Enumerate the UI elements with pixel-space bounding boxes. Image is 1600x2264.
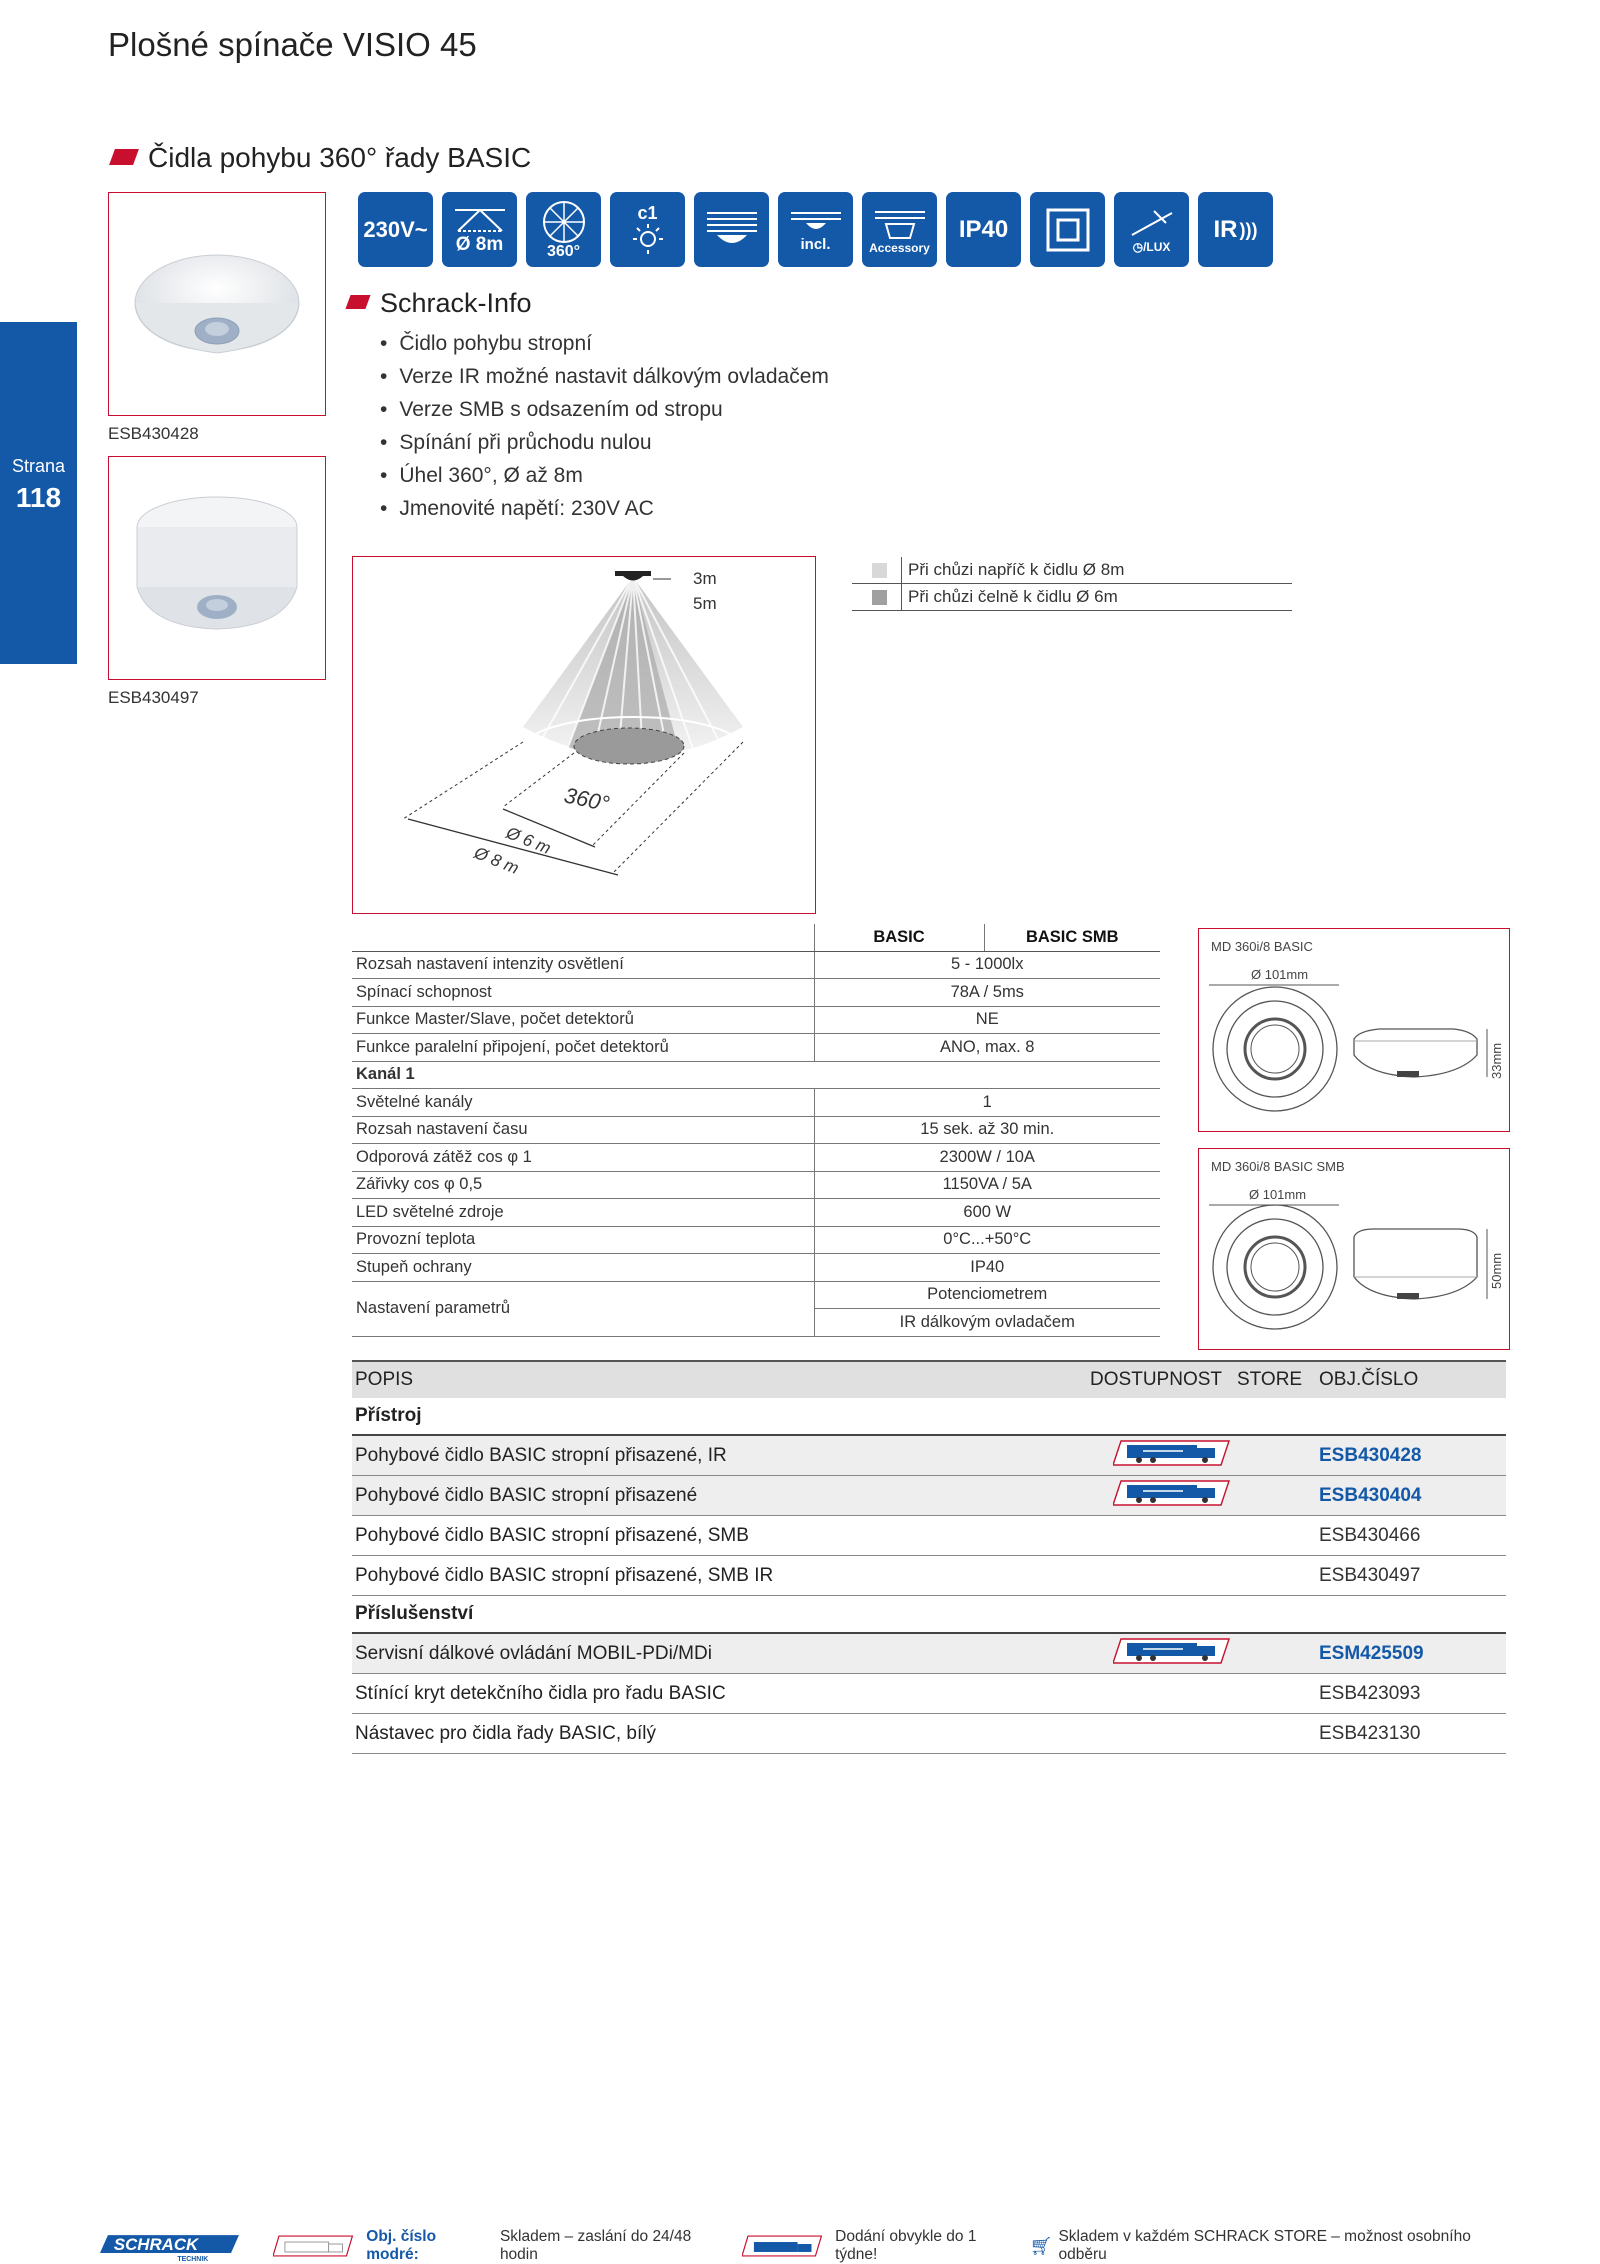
spec-label: Funkce Master/Slave, počet detektorů xyxy=(352,1006,814,1034)
info-item: • Spínání při průchodu nulou xyxy=(398,426,829,459)
spec-label: Spínací schopnost xyxy=(352,979,814,1007)
spec-value: 2300W / 10A xyxy=(814,1144,1160,1172)
order-row[interactable] xyxy=(352,1714,1506,1754)
order-description: Pohybové čidlo BASIC stropní přisazené, IR xyxy=(352,1435,1082,1476)
motion-sensor-image xyxy=(109,193,325,415)
info-item: • Jmenovité napětí: 230V AC xyxy=(398,492,829,525)
order-availability xyxy=(1082,1516,1234,1556)
feature-icons-row xyxy=(358,192,1273,267)
order-store xyxy=(1234,1476,1316,1516)
dimension-height: 50mm xyxy=(1489,1252,1504,1289)
product-code-2: ESB430497 xyxy=(108,688,199,707)
order-code[interactable]: ESB423130 xyxy=(1316,1714,1506,1754)
spec-row xyxy=(352,1116,1160,1144)
dimension-title: MD 360i/8 BASIC xyxy=(1211,939,1313,954)
order-description: Pohybové čidlo BASIC stropní přisazené, SMB xyxy=(352,1516,1082,1556)
spec-row xyxy=(352,1281,1160,1309)
info-item: • Verze SMB s odsazením od stropu xyxy=(398,393,829,426)
order-availability xyxy=(1082,1476,1234,1516)
spec-row xyxy=(352,1254,1160,1282)
order-code[interactable]: ESB430466 xyxy=(1316,1516,1506,1556)
order-store xyxy=(1234,1435,1316,1476)
time-lux-icon: ◷/LUX xyxy=(1114,192,1189,267)
dimension-title: MD 360i/8 BASIC SMB xyxy=(1211,1159,1345,1174)
order-row[interactable] xyxy=(352,1674,1506,1714)
accessory-icon: Accessory xyxy=(862,192,937,267)
spec-label: Světelné kanály xyxy=(352,1089,814,1117)
angle-label: 360° xyxy=(561,782,612,817)
footer-item-2: Dodání obvykle do 1 týdne! xyxy=(835,2228,977,2263)
spec-value: IP40 xyxy=(814,1254,1160,1282)
info-item: • Verze IR možné nastavit dálkovým ovladačem xyxy=(398,360,829,393)
footer-item-1: Skladem – zaslání do 24/48 hodin xyxy=(499,2228,692,2263)
order-row[interactable] xyxy=(352,1516,1506,1556)
spec-row xyxy=(352,1089,1160,1117)
schrack-logo-icon xyxy=(100,2231,249,2261)
detection-cone-svg xyxy=(353,557,815,913)
order-store xyxy=(1234,1516,1316,1556)
spec-value: 1150VA / 5A xyxy=(814,1171,1160,1199)
footer-label: Obj. číslo modré: xyxy=(366,2228,437,2263)
spec-header-row xyxy=(352,924,1160,951)
info-item: • Čidlo pohybu stropní xyxy=(398,327,829,360)
order-row[interactable] xyxy=(352,1633,1506,1674)
order-description: Pohybové čidlo BASIC stropní přisazené, SMB IR xyxy=(352,1556,1082,1596)
spec-value xyxy=(814,1061,1160,1089)
spec-label: Kanál 1 xyxy=(352,1061,814,1089)
spec-header-basic: BASIC xyxy=(814,924,984,951)
spec-table xyxy=(352,924,1160,1337)
order-description: Nástavec pro čidla řady BASIC, bílý xyxy=(352,1714,1082,1754)
dimension-drawing-svg xyxy=(1199,1149,1509,1349)
spec-label: Funkce paralelní připojení, počet detektorů xyxy=(352,1034,814,1062)
page-title: Plošné spínače VISIO 45 xyxy=(108,26,477,63)
header-store: STORE xyxy=(1234,1361,1316,1398)
spec-label: Provozní teplota xyxy=(352,1226,814,1254)
spec-label: Rozsah nastavení intenzity osvětlení xyxy=(352,951,814,979)
order-store xyxy=(1234,1556,1316,1596)
truck-delivery-icon xyxy=(1113,1440,1231,1466)
dimension-drawing-svg xyxy=(1199,929,1509,1131)
spec-value: ANO, max. 8 xyxy=(814,1034,1160,1062)
spec-group-row xyxy=(352,1061,1160,1089)
motion-sensor-smb-image xyxy=(109,457,325,679)
diagram-legend xyxy=(852,557,1292,611)
spec-label: Stupeň ochrany xyxy=(352,1254,814,1282)
spec-row xyxy=(352,1144,1160,1172)
dimension-drawing-basic-smb xyxy=(1198,1148,1510,1350)
range-icon: Ø 8m xyxy=(442,192,517,267)
side-tab-page-number: 118 xyxy=(15,482,62,513)
red-marker-icon xyxy=(345,295,370,309)
spec-label: LED světelné zdroje xyxy=(352,1199,814,1227)
spec-row xyxy=(352,1171,1160,1199)
order-availability xyxy=(1082,1435,1234,1476)
voltage-icon: 230V~ xyxy=(358,192,433,267)
legend-swatch xyxy=(872,563,887,578)
inner-diameter-label: Ø 6 m xyxy=(503,823,554,859)
section-title-text: Čidla pohybu 360° řady BASIC xyxy=(148,142,532,173)
info-item: • Úhel 360°, Ø až 8m xyxy=(398,459,829,492)
order-code[interactable]: ESB423093 xyxy=(1316,1674,1506,1714)
header-popis: POPIS xyxy=(352,1361,1082,1398)
product-code-1: ESB430428 xyxy=(108,424,199,443)
order-availability xyxy=(1082,1633,1234,1674)
svg-text:SCHRACK: SCHRACK xyxy=(113,2234,199,2254)
product-image-2 xyxy=(108,456,326,680)
section-title xyxy=(112,142,531,174)
order-description: Pohybové čidlo BASIC stropní přisazené xyxy=(352,1476,1082,1516)
order-group-title: Příslušenství xyxy=(352,1596,1506,1634)
order-availability xyxy=(1082,1556,1234,1596)
dimension-drawing-basic xyxy=(1198,928,1510,1132)
spec-value: 15 sek. až 30 min. xyxy=(814,1116,1160,1144)
order-availability xyxy=(1082,1674,1234,1714)
schrack-info-list xyxy=(398,327,829,525)
dimension-height: 33mm xyxy=(1489,1042,1504,1079)
order-description: Stínící kryt detekčního čidla pro řadu BASIC xyxy=(352,1674,1082,1714)
order-availability xyxy=(1082,1714,1234,1754)
footer-item-3: Skladem v každém SCHRACK STORE – možnost osobního odběru xyxy=(1058,2228,1471,2263)
order-code[interactable]: ESB430428 xyxy=(1316,1435,1506,1476)
order-row[interactable] xyxy=(352,1476,1506,1516)
order-code[interactable]: ESB430404 xyxy=(1316,1476,1506,1516)
truck-fast-icon xyxy=(273,2234,356,2258)
outer-diameter-label: Ø 8 m xyxy=(471,843,522,879)
spec-value: 78A / 5ms xyxy=(814,979,1160,1007)
order-store xyxy=(1234,1714,1316,1754)
spec-row xyxy=(352,1006,1160,1034)
angle-360-icon: 360° xyxy=(526,192,601,267)
side-tab-label: Strana xyxy=(11,456,66,476)
spec-label: Odporová zátěž cos φ 1 xyxy=(352,1144,814,1172)
order-group-title: Přístroj xyxy=(352,1398,1506,1435)
spec-label: Zářivky cos φ 0,5 xyxy=(352,1171,814,1199)
ip40-icon: IP40 xyxy=(946,192,1021,267)
order-table xyxy=(352,1360,1506,1754)
spec-header-basic-smb: BASIC SMB xyxy=(984,924,1160,951)
legend-item: Při chůzi čelně k čidlu Ø 6m xyxy=(852,584,1292,611)
page-side-tab xyxy=(0,322,77,664)
product-image-1 xyxy=(108,192,326,416)
spec-value: IR dálkovým ovladačem xyxy=(814,1309,1160,1337)
spec-value: 1 xyxy=(814,1089,1160,1117)
order-store xyxy=(1234,1633,1316,1674)
order-group-row xyxy=(352,1398,1506,1435)
spec-row xyxy=(352,951,1160,979)
order-row[interactable] xyxy=(352,1556,1506,1596)
red-marker-icon xyxy=(109,149,139,165)
spec-row xyxy=(352,1226,1160,1254)
order-code[interactable]: ESM425509 xyxy=(1316,1633,1506,1674)
legend-item: Při chůzi napříč k čidlu Ø 8m xyxy=(852,557,1292,584)
spec-value: 600 W xyxy=(814,1199,1160,1227)
spec-row xyxy=(352,1199,1160,1227)
order-description: Servisní dálkové ovládání MOBIL-PDi/MDi xyxy=(352,1633,1082,1674)
header-dostupnost: DOSTUPNOST xyxy=(1082,1361,1234,1398)
height-5m-label: 5m xyxy=(693,594,717,613)
spec-value: 5 - 1000lx xyxy=(814,951,1160,979)
spec-label: Rozsah nastavení času xyxy=(352,1116,814,1144)
spec-row xyxy=(352,1034,1160,1062)
truck-delivery-icon xyxy=(1113,1480,1231,1506)
c1-light-icon: c1 xyxy=(610,192,685,267)
spec-row xyxy=(352,979,1160,1007)
order-store xyxy=(1234,1674,1316,1714)
remote-included-icon: incl. xyxy=(778,192,853,267)
truck-delivery-icon xyxy=(1113,1638,1231,1664)
spec-label: Nastavení parametrů xyxy=(352,1281,814,1336)
svg-text:TECHNIK: TECHNIK xyxy=(177,2255,209,2261)
order-header-row xyxy=(352,1361,1506,1398)
spec-value: NE xyxy=(814,1006,1160,1034)
dimension-diameter: Ø 101mm xyxy=(1249,1187,1307,1202)
spec-value: 0°C...+50°C xyxy=(814,1226,1160,1254)
legend-swatch xyxy=(872,590,887,605)
double-insulation-icon xyxy=(1030,192,1105,267)
order-group-row xyxy=(352,1596,1506,1634)
store-cart-icon: 🛒︎ xyxy=(1029,2235,1053,2256)
ir-icon: IR ))) xyxy=(1198,192,1273,267)
truck-week-icon xyxy=(742,2234,825,2258)
order-row[interactable] xyxy=(352,1435,1506,1476)
footer-legend xyxy=(100,2228,1520,2264)
order-code[interactable]: ESB430497 xyxy=(1316,1556,1506,1596)
ceiling-mount-icon xyxy=(694,192,769,267)
spec-value: Potenciometrem xyxy=(814,1281,1160,1309)
height-3m-label: 3m xyxy=(693,569,717,588)
dimension-diameter: Ø 101mm xyxy=(1251,967,1309,982)
header-obj-cislo: OBJ.ČÍSLO xyxy=(1316,1361,1506,1398)
detection-zone-diagram xyxy=(352,556,816,914)
schrack-info-title: Schrack-Info xyxy=(348,288,532,319)
